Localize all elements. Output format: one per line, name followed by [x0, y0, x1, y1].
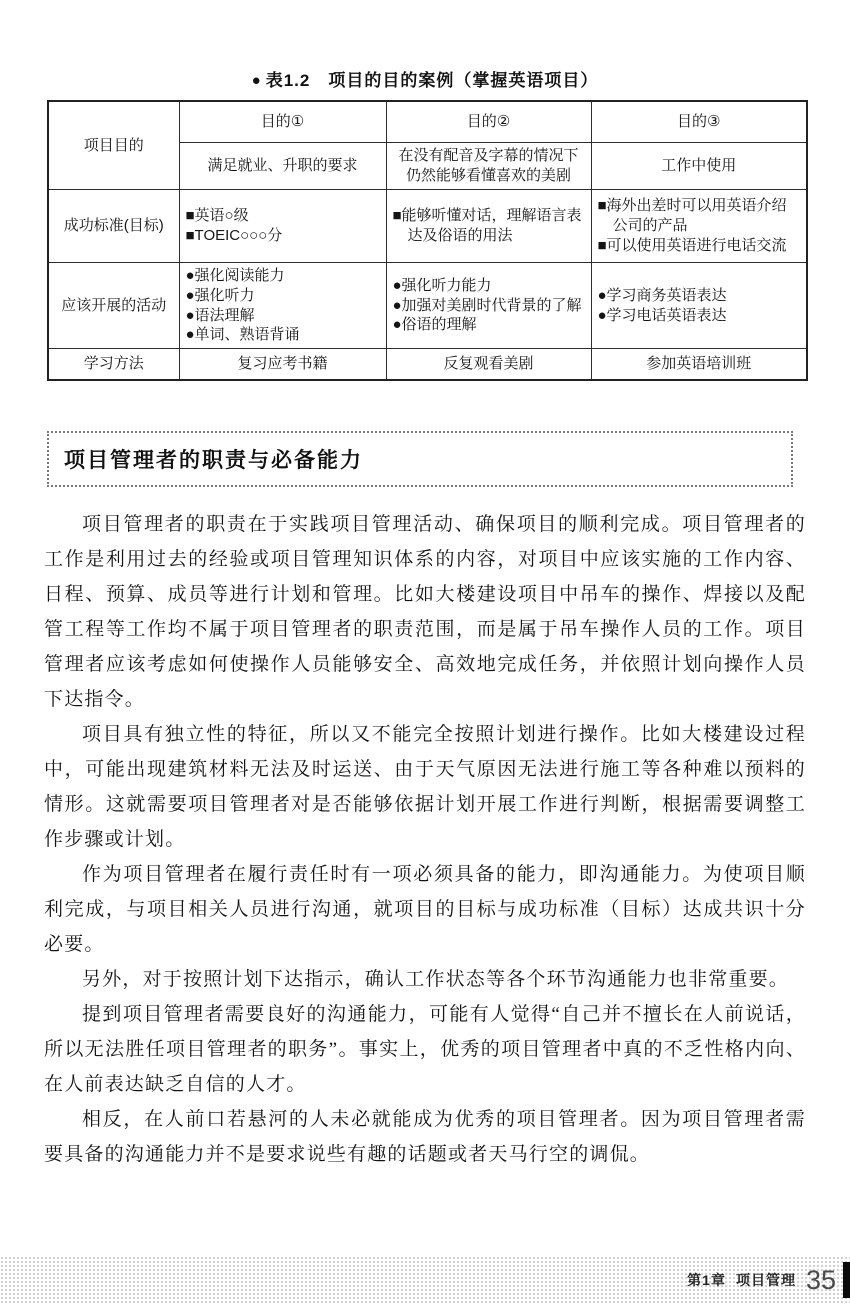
list-item: ■可以使用英语进行电话交流 — [597, 236, 787, 254]
page-footer — [0, 1256, 850, 1304]
list-item: ●强化听力能力 — [392, 276, 492, 294]
table-row — [48, 263, 807, 349]
table-row — [48, 349, 807, 381]
list-item: ●俗语的理解 — [392, 316, 477, 334]
corner-header-cell: 项目目的 — [48, 101, 179, 190]
activities-cell-2 — [386, 263, 591, 349]
list-item: ●强化阅读能力 — [185, 267, 285, 284]
body-text — [44, 507, 806, 1172]
table-caption-text: 表1.2 项目的目的案例（掌握英语项目） — [265, 71, 599, 90]
list-item: ●学习商务英语表达 — [597, 286, 727, 304]
row-label-success-criteria: 成功标准(目标) — [48, 190, 179, 263]
list-item: ●学习电话英语表达 — [597, 306, 727, 324]
col-header-3: 目的③ — [591, 101, 807, 143]
list-item: ●强化听力 — [185, 286, 255, 304]
book-page — [0, 66, 850, 1304]
purpose-cell-3 — [591, 143, 807, 190]
purpose-cell-2 — [386, 143, 591, 190]
section-heading-box — [47, 431, 793, 487]
paragraph: 提到项目管理者需要良好的沟通能力，可能有人觉得“自己并不擅长在人前说话，所以无法胜任项目管理者的职务”。事实上，优秀的项目管理者中真的不乏性格内向、在人前表达缺乏自信的人才。 — [44, 1004, 806, 1096]
row-label-activities: 应该开展的活动 — [48, 263, 179, 349]
success-cell-3 — [591, 190, 807, 263]
list-item: ■海外出差时可以用英语介绍公司的产品 — [597, 197, 787, 235]
footer-chapter: 第1章 — [687, 1272, 726, 1288]
purpose-cell-1 — [179, 143, 386, 190]
footer-content — [687, 1256, 836, 1304]
method-cell-1: 复习应考书籍 — [179, 349, 386, 381]
footer-edge-bar — [843, 1262, 850, 1298]
success-cell-2 — [386, 190, 591, 263]
list-item: ●单词、熟语背诵 — [185, 326, 300, 344]
footer-section-title: 项目管理 — [735, 1272, 796, 1288]
purpose-line: 仍然能够看懂喜欢的美剧 — [405, 167, 571, 184]
col-header-1: 目的① — [179, 101, 386, 143]
purpose-table — [47, 100, 808, 381]
list-item: ●语法理解 — [185, 306, 255, 324]
table-row — [48, 190, 807, 263]
list-item: ■TOEIC○○○分 — [185, 227, 283, 244]
list-item: ●加强对美剧时代背景的了解 — [392, 296, 582, 314]
section-heading: 项目管理者的职责与必备能力 — [64, 449, 363, 473]
paragraph: 项目具有独立性的特征，所以又不能完全按照计划进行操作。比如大楼建设过程中，可能出现建筑材料无法及时运送、由于天气原因无法进行施工等各种难以预料的情形。这就需要项目管理者对是否能够依据计划开展工作进行判断，根据需要调整工作步骤或计划。 — [44, 724, 806, 851]
purpose-line: 工作中使用 — [661, 157, 737, 175]
list-item: ■能够听懂对话，理解语言表达及俗语的用法 — [392, 207, 582, 244]
col-header-2: 目的② — [386, 101, 591, 143]
row-label-study-method: 学习方法 — [48, 349, 179, 381]
table-bullet-icon: ● — [251, 72, 262, 89]
paragraph: 另外，对于按照计划下达指示，确认工作状态等各个环节沟通能力也非常重要。 — [82, 969, 790, 991]
success-cell-1 — [179, 190, 386, 263]
method-cell-2: 反复观看美剧 — [386, 349, 591, 381]
method-cell-3: 参加英语培训班 — [591, 349, 807, 381]
paragraph: 相反，在人前口若悬河的人未必就能成为优秀的项目管理者。因为项目管理者需要具备的沟通能力并不是要求说些有趣的话题或者天马行空的调侃。 — [44, 1109, 806, 1166]
activities-cell-3 — [591, 263, 807, 349]
paragraph: 项目管理者的职责在于实践项目管理活动、确保项目的顺利完成。项目管理者的工作是利用过去的经验或项目管理知识体系的内容，对项目中应该实施的工作内容、日程、预算、成员等进行计划和管理。比如大楼建设项目中吊车的操作、焊接以及配管工程等工作均不属于项目管理者的职责范围，而是属于吊车操作人员的工作。项目管理者应该考虑如何使操作人员能够安全、高效地完成任务，并依照计划向操作人员下达指令。 — [44, 514, 806, 711]
activities-cell-1 — [179, 263, 386, 349]
page-number: 35 — [805, 1264, 836, 1295]
purpose-line: 满足就业、升职的要求 — [207, 157, 358, 175]
paragraph: 作为项目管理者在履行责任时有一项必须具备的能力，即沟通能力。为使项目顺利完成，与项目相关人员进行沟通，就项目的目标与成功标准（目标）达成共识十分必要。 — [44, 864, 806, 956]
table-caption — [44, 66, 806, 91]
purpose-line: 在没有配音及字幕的情况下 — [398, 147, 579, 165]
list-item: ■英语○级 — [185, 207, 249, 225]
table-row — [48, 101, 807, 143]
